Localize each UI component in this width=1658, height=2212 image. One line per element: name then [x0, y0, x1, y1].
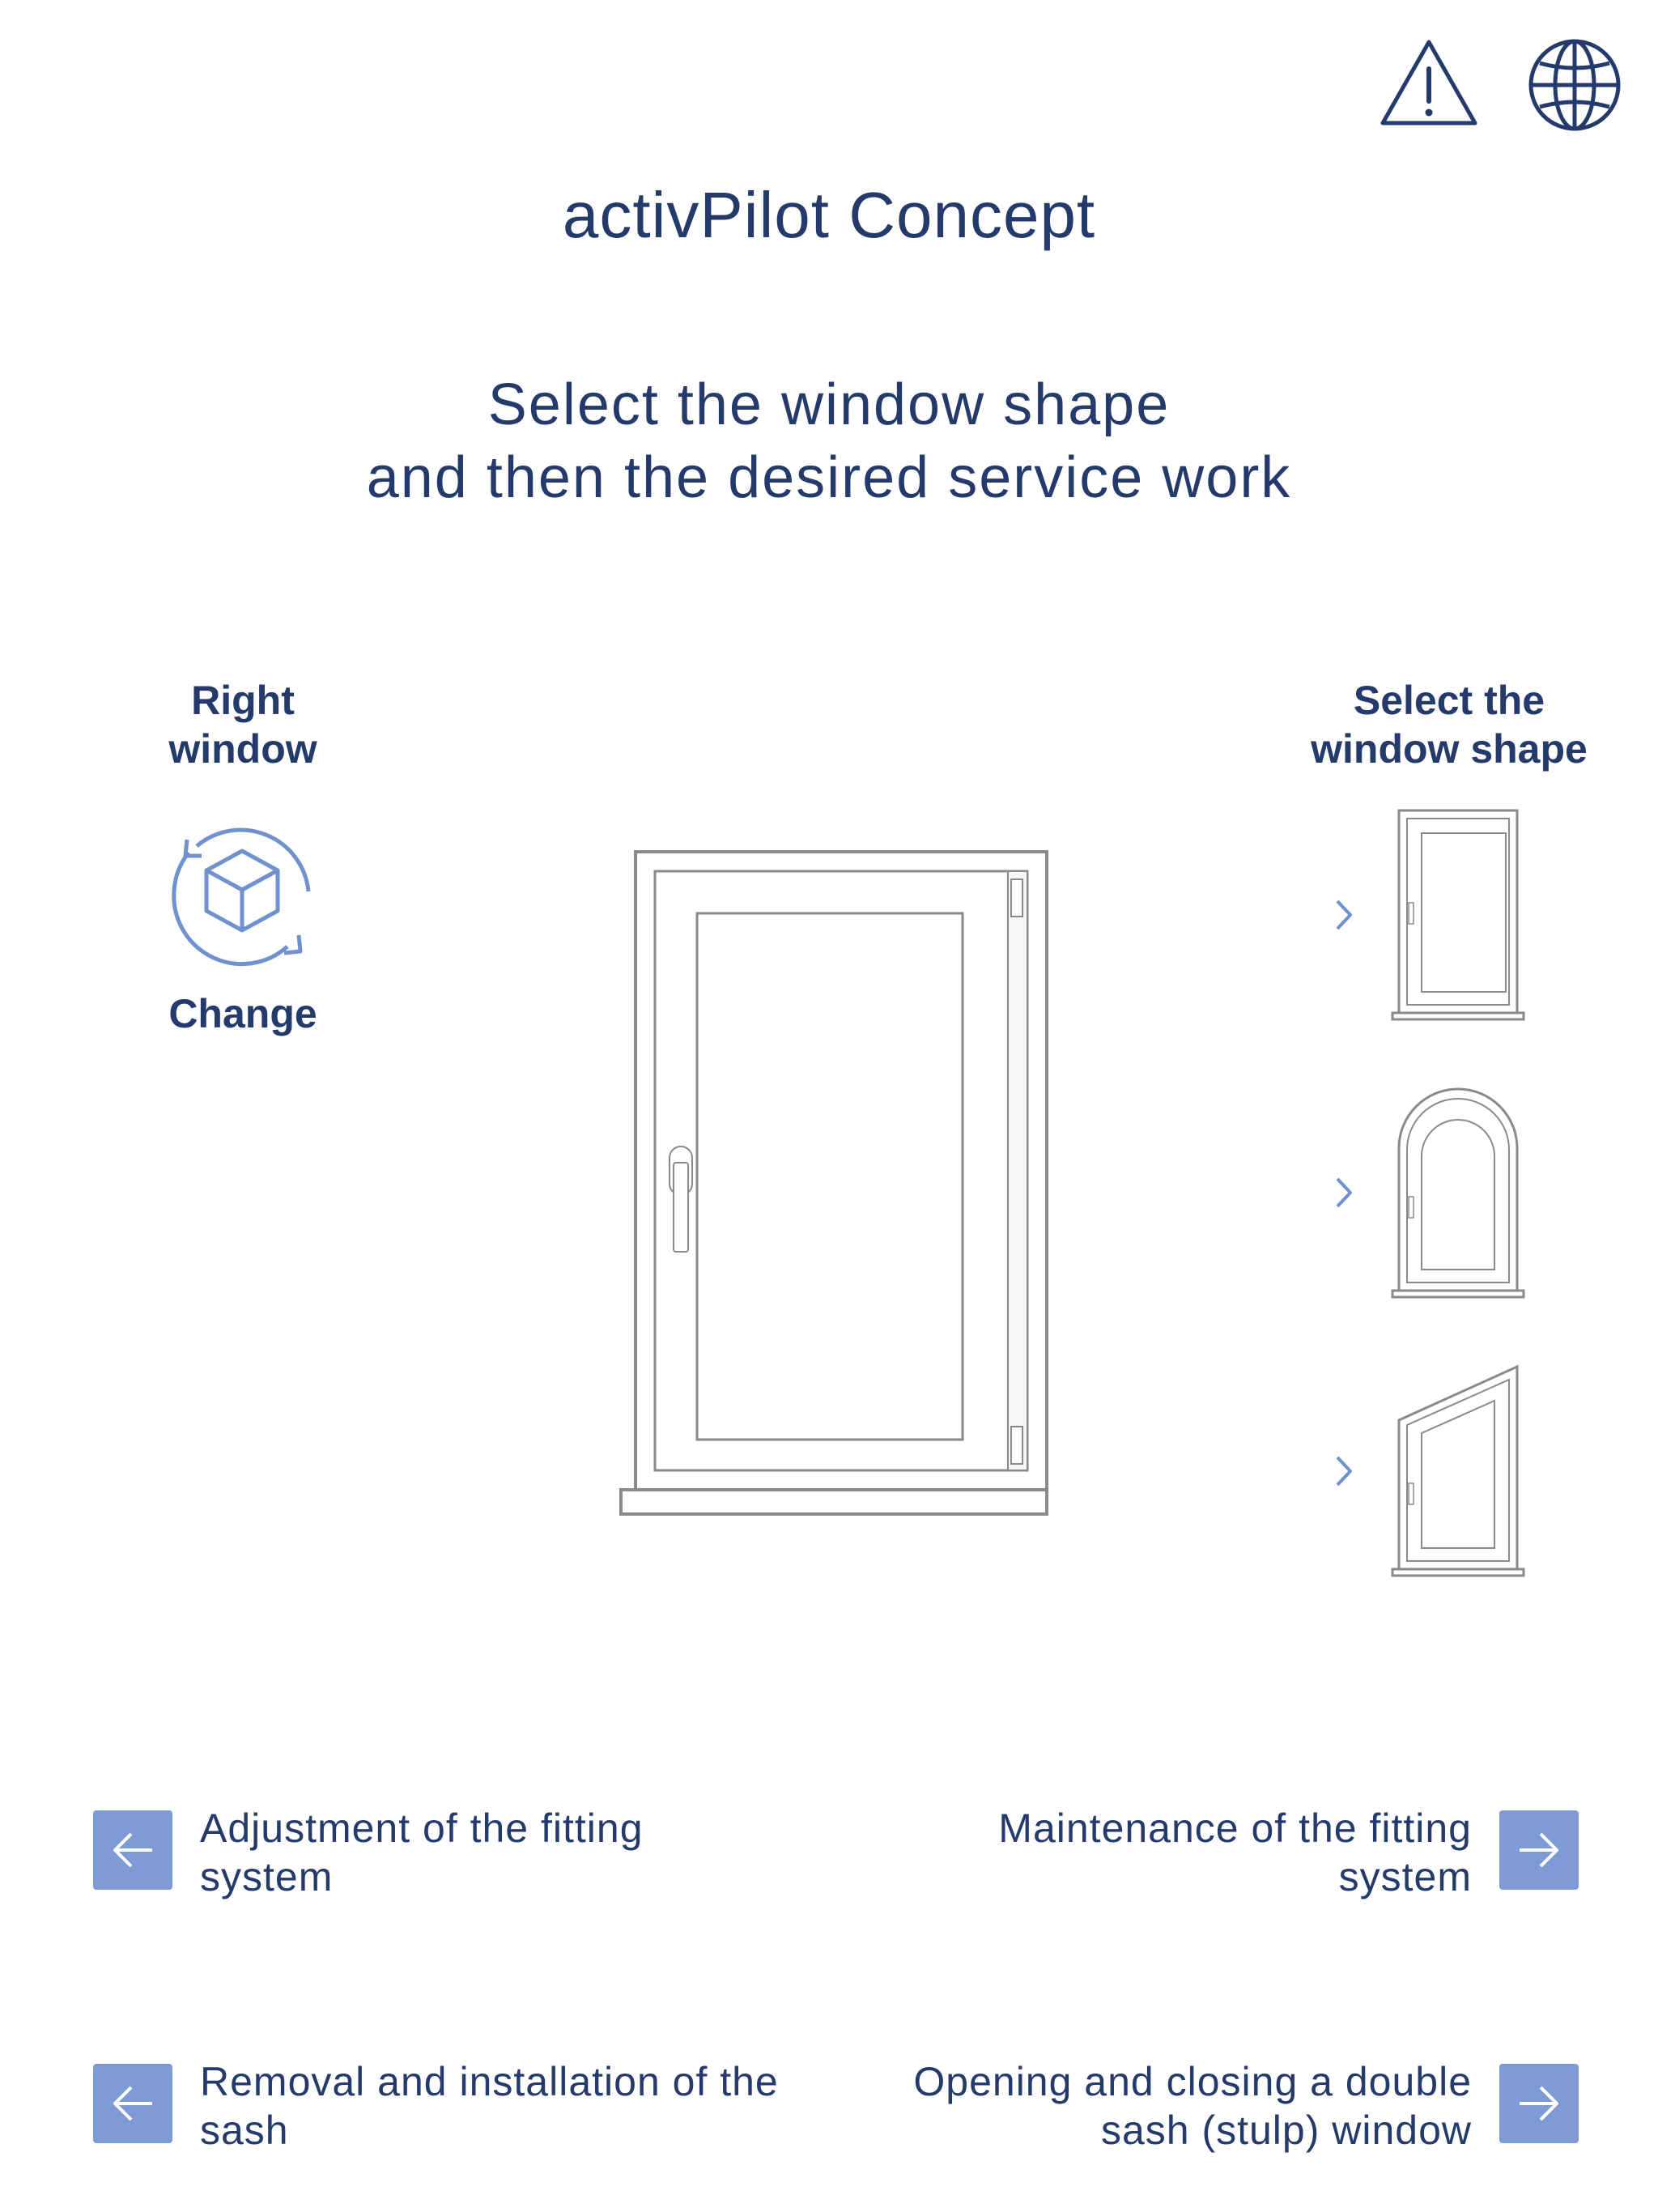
arrow-left-icon: [108, 2079, 157, 2128]
service-label-line-1: Removal and installation of the: [200, 2059, 779, 2104]
chevron-right-icon: [1328, 1172, 1360, 1213]
service-label-line-2: system: [1338, 1854, 1472, 1899]
arrow-left-button[interactable]: [93, 1810, 172, 1890]
sloped-window-icon: [1384, 1362, 1530, 1580]
service-label-line-1: Opening and closing a double: [913, 2059, 1472, 2104]
globe-icon: [1522, 32, 1627, 138]
service-double-sash[interactable]: [810, 2059, 1579, 2153]
warning-icon: [1376, 32, 1482, 138]
shape-select-label-line-1: Select the: [1353, 678, 1545, 723]
service-label-line-1: Adjustment of the fitting: [200, 1806, 644, 1851]
service-label-line-2: system: [200, 1854, 334, 1899]
arrow-left-icon: [108, 1826, 157, 1874]
page-subtitle: [0, 368, 1658, 514]
arrow-right-button[interactable]: [1499, 1810, 1579, 1890]
shape-option-rectangular[interactable]: [1328, 806, 1603, 1024]
warning-button[interactable]: [1376, 32, 1482, 138]
service-label-line-2: sash (stulp) window: [1100, 2108, 1472, 2153]
change-label[interactable]: Change: [168, 991, 317, 1036]
language-button[interactable]: [1522, 32, 1627, 138]
arrow-left-button[interactable]: [93, 2064, 172, 2143]
service-label: [200, 1804, 644, 1901]
rectangular-window-icon: [1384, 806, 1530, 1024]
service-label: [913, 2057, 1472, 2155]
change-side-button[interactable]: [164, 814, 320, 969]
chevron-right-icon: [1328, 1451, 1360, 1491]
service-removal-installation[interactable]: [93, 2059, 822, 2153]
shape-select-label: [1279, 676, 1619, 773]
rotate-cube-icon: [164, 814, 320, 969]
window-side-label-line-1: Right: [191, 678, 295, 723]
window-side-label-line-2: window: [168, 726, 317, 772]
service-label: [998, 1804, 1472, 1901]
subtitle-line-1: Select the window shape: [487, 372, 1171, 437]
service-label-line-1: Maintenance of the fitting: [998, 1806, 1472, 1851]
window-side-label: [105, 676, 380, 773]
page-title: activPilot Concept: [562, 179, 1096, 251]
arrow-right-button[interactable]: [1499, 2064, 1579, 2143]
arrow-right-icon: [1515, 1826, 1563, 1874]
service-label: [200, 2057, 779, 2155]
arrow-right-icon: [1515, 2079, 1563, 2128]
service-adjustment[interactable]: [93, 1806, 822, 1899]
shape-option-sloped[interactable]: [1328, 1362, 1603, 1580]
shape-select-label-line-2: window shape: [1311, 726, 1588, 772]
chevron-right-icon: [1328, 895, 1360, 935]
service-maintenance[interactable]: [810, 1806, 1579, 1899]
window-illustration: [619, 842, 1048, 1526]
subtitle-line-2: and then the desired service work: [366, 445, 1292, 510]
service-label-line-2: sash: [200, 2108, 289, 2153]
arched-window-icon: [1384, 1083, 1530, 1302]
shape-option-arched[interactable]: [1328, 1083, 1603, 1302]
